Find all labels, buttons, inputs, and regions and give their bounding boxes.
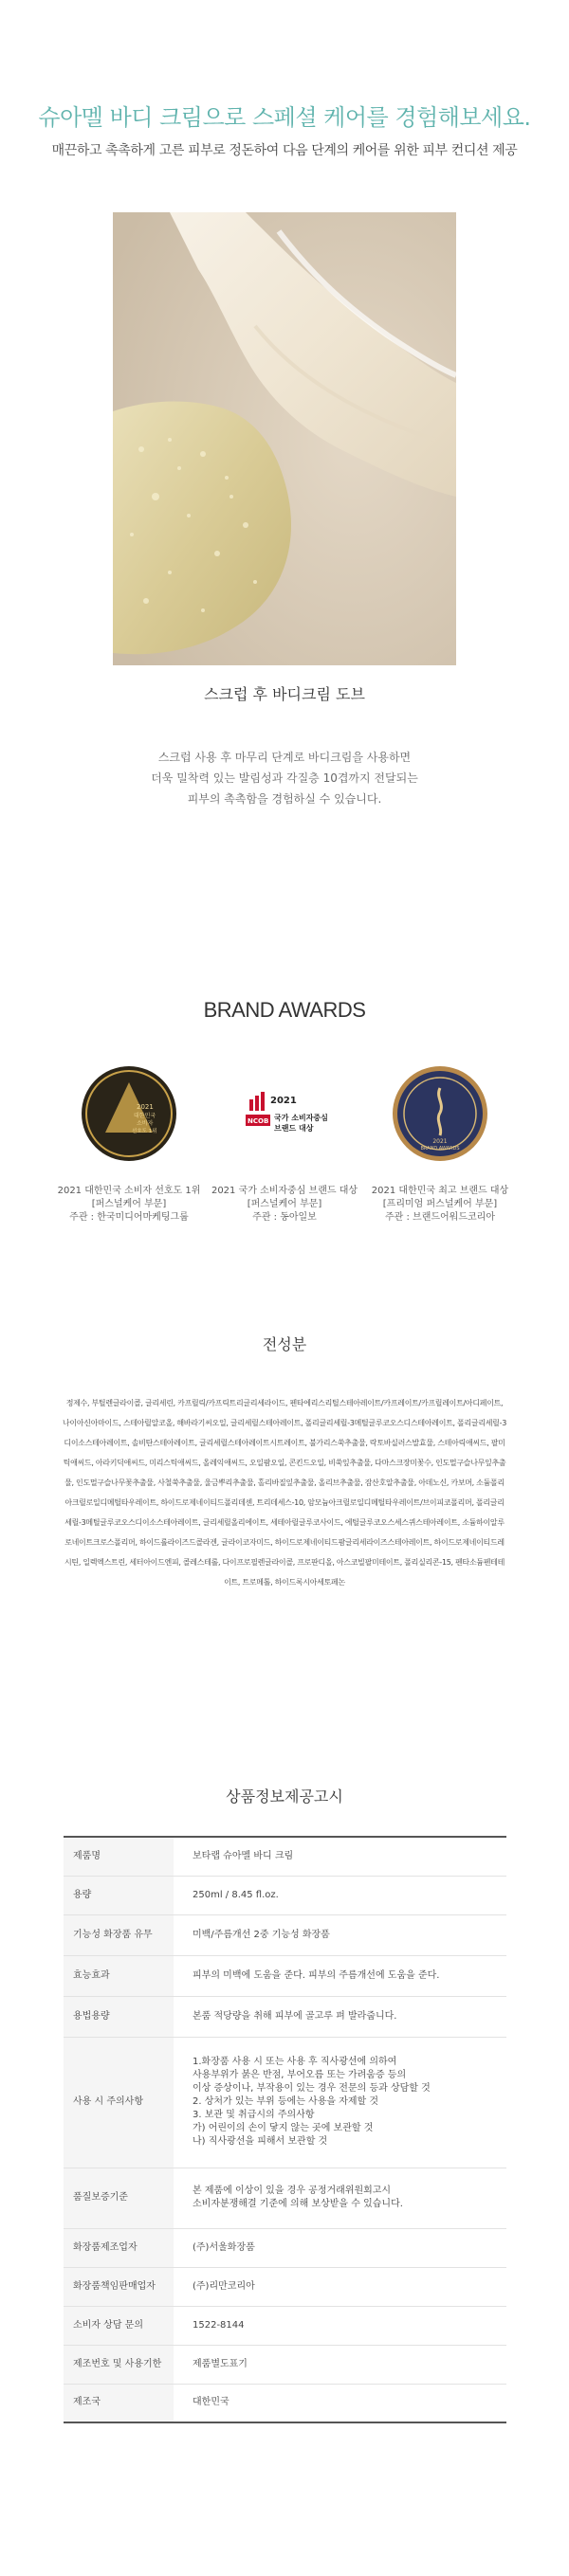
- award-organizer: 주관 : 브랜드어워드코리아: [385, 1212, 495, 1223]
- product-info-heading: 상품정보제공고시: [226, 1787, 343, 1805]
- row-value: 본품 적당량을 취해 피부에 골고루 펴 발라줍니다.: [174, 1996, 506, 2037]
- award-category: [프리미엄 퍼스널케어 부문]: [382, 1199, 498, 1209]
- svg-text:2021: 2021: [270, 1096, 297, 1106]
- table-row: [64, 2306, 506, 2345]
- row-key: 제조번호 및 사용기한: [64, 2345, 174, 2384]
- award-title: 2021 대한민국 소비자 선호도 1위: [57, 1186, 201, 1196]
- caption-line: 스크럽 사용 후 마무리 단계로 바디크림을 사용하면: [157, 751, 412, 764]
- row-value: 250ml / 8.45 fl.oz.: [174, 1876, 506, 1914]
- ingredients-list: 정제수, 부틸렌글라이콜, 글리세린, 카프릴릭/카프릭트리글리세라이드, 펜타에리스리틸스테아레이트/카프레이트/카프릴레이트/아디페이트, 나이아신아마이드, 스테아릴알코올, 해바라기씨오일, 글리세릴스테아레이트, 폴리글리세릴-3메틸글루코오스디스테아레이트, 폴리글리세릴-3디이소스테아레이트, 솔비탄스테아레이트, 글리세릴스테아레이트시트레이트, 불가리스쑥추출물, 락토바실러스발효물, 스테아릭애씨드, 팔미틱애씨드, 아라키딕애씨드, 미리스틱애씨드, 올레익애씨드, 오일팜오일, 콘킨드오일, 비쑥잎추출물, 다마스크장미꽃수, 인도멀구슬나무잎추출물, 인도멀구슬나무꽃추출물, 사철쑥추출물, 울금뿌리추출물, 홀리바질잎추출물, 올리브추출물, 잠산호알추출물, 아데노신, 카보머, 소듐폴리아크릴로일디메틸타우레이트, 하이드로제네이티드폴리데센, 트리데세스-10, 암모늄아크릴로일디메틸타우레이트/브이피코폴리머, 폴리글리세릴-3메틸글루코오스디이소스테아레이트, 글리세릴올리에이트, 세테아릴글루코사이드, 에틸글루코오스세스퀴스테아레이트, 소듐하이알루로네이트크로스폴리머, 하이드롤라이즈드콜라겐, 글라이코자미드, 하이드로제네이티드팜글리세라이즈스테아레이트, 하이드로제네이티드레시틴, 일렉엑스트린, 세터아이드엔피, 콜레스테롤, 다이프로필렌글라이콜, 프로판디올, 아스코빌팔미테이트, 폴리실리콘-15, 펜타소듐펜테테이트, 트로메톨, 하이드록시아세토페논: [62, 1399, 506, 1587]
- row-key: 기능성 화장품 유무: [64, 1914, 174, 1955]
- table-row: [64, 1876, 506, 1914]
- row-value: 피부의 미백에 도움을 준다. 피부의 주름개선에 도움을 준다.: [174, 1955, 506, 1996]
- svg-text:대한민국: 대한민국: [134, 1113, 156, 1119]
- table-row: [64, 2037, 506, 2168]
- svg-text:소비자: 소비자: [137, 1120, 154, 1127]
- row-key: 소비자 상담 문의: [64, 2306, 174, 2345]
- table-row: [64, 1955, 506, 1996]
- product-info-table: [64, 1836, 506, 2423]
- table-row: [64, 2267, 506, 2306]
- row-value: 1522-8144: [174, 2306, 506, 2345]
- award-consumer-centric-logo: [232, 1061, 337, 1166]
- brand-awards-heading: BRAND AWARDS: [203, 998, 366, 1022]
- svg-text:브랜드 대상: 브랜드 대상: [274, 1124, 314, 1133]
- row-key: 제품명: [64, 1837, 174, 1876]
- table-row: [64, 2168, 506, 2228]
- product-texture-photo: [113, 212, 456, 665]
- award-best-brand-logo: [388, 1061, 492, 1166]
- row-value: (주)리만코리아: [174, 2267, 506, 2306]
- award-category: [퍼스널케어 부문]: [91, 1199, 167, 1209]
- award-item: [204, 1061, 365, 1225]
- row-key: 효능효과: [64, 1955, 174, 1996]
- award-item: [359, 1061, 521, 1225]
- row-key: 용법용량: [64, 1996, 174, 2037]
- award-category: [퍼스널케어 부문]: [247, 1199, 322, 1209]
- award-item: [48, 1061, 210, 1225]
- svg-text:2021: 2021: [137, 1103, 154, 1111]
- caption-title: 스크럽 후 바디크림 도브: [204, 685, 365, 703]
- table-row: [64, 1996, 506, 2037]
- table-row: [64, 1837, 506, 1876]
- row-value: 1.화장품 사용 시 또는 사용 후 직사광선에 의하여 사용부위가 붉은 반점, 부어오름 또는 가려움증 등의 이상 증상이나, 부작용이 있는 경우 전문의 등과 상담할 것 2. 상처가 있는 부위 등에는 사용을 자제할 것 3. 보관 및 취급시의 주의사항 가) 어린이의 손이 닿지 않는 곳에 보관할 것 나) 직사광선을 피해서 보관할 것: [174, 2037, 506, 2168]
- hero-subtitle: 매끈하고 촉촉하게 고른 피부로 정돈하여 다음 단계의 케어를 위한 피부 컨디션 제공: [51, 143, 518, 158]
- award-consumer-preference-logo: [77, 1061, 181, 1166]
- caption-line: 피부의 촉촉함을 경험하실 수 있습니다.: [187, 792, 382, 806]
- row-key: 품질보증기준: [64, 2168, 174, 2228]
- table-row: [64, 2228, 506, 2267]
- row-value: 보타랩 슈아멜 바디 크림: [174, 1837, 506, 1876]
- hero-title: 슈아멜 바디 크림으로 스페셜 케어를 경험해보세요.: [38, 104, 531, 131]
- row-value: 제품별도표기: [174, 2345, 506, 2384]
- row-value: 대한민국: [174, 2384, 506, 2422]
- row-key: 용량: [64, 1876, 174, 1914]
- svg-text:선호도 1위: 선호도 1위: [132, 1129, 157, 1134]
- row-value: (주)서울화장품: [174, 2228, 506, 2267]
- svg-text:BRAND AWARDS: BRAND AWARDS: [420, 1146, 460, 1152]
- svg-text:2021: 2021: [432, 1138, 448, 1145]
- ingredients-heading: 전성분: [262, 1335, 307, 1353]
- table-row: [64, 2384, 506, 2422]
- svg-text:NCOB: NCOB: [248, 1117, 269, 1125]
- table-row: [64, 2345, 506, 2384]
- award-title: 2021 국가 소비자중심 브랜드 대상: [211, 1186, 358, 1196]
- row-key: 제조국: [64, 2384, 174, 2422]
- row-key: 화장품책임판매업자: [64, 2267, 174, 2306]
- award-organizer: 주관 : 한국미디어마케팅그룹: [69, 1212, 189, 1223]
- award-organizer: 주관 : 동아일보: [252, 1212, 317, 1223]
- table-row: [64, 1914, 506, 1955]
- row-key: 화장품제조업자: [64, 2228, 174, 2267]
- row-key: 사용 시 주의사항: [64, 2037, 174, 2168]
- caption-line: 더욱 밀착력 있는 발림성과 각질층 10겹까지 전달되는: [151, 771, 418, 785]
- svg-text:국가 소비자중심: 국가 소비자중심: [274, 1114, 328, 1122]
- row-value: 미백/주름개선 2중 기능성 화장품: [174, 1914, 506, 1955]
- row-value: 본 제품에 이상이 있을 경우 공정거래위원회고시 소비자분쟁해결 기준에 의해 보상받을 수 있습니다.: [174, 2168, 506, 2228]
- award-title: 2021 대한민국 최고 브랜드 대상: [371, 1186, 509, 1196]
